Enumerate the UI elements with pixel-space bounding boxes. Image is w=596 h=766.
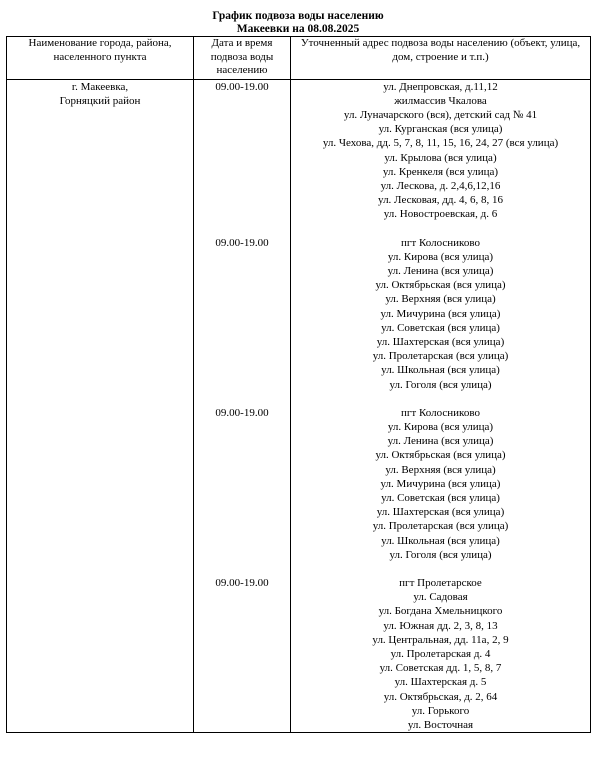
address-line: пгт Пролетарское bbox=[399, 577, 482, 589]
time-block bbox=[195, 80, 289, 222]
address-line: ул. Гоголя (вся улица) bbox=[389, 378, 492, 391]
time-block bbox=[195, 406, 289, 562]
address-block bbox=[292, 236, 589, 392]
address-line: ул. Богдана Хмельницкого bbox=[378, 605, 503, 618]
header-time: Дата и время подвоза воды населению bbox=[194, 37, 291, 80]
address-line: ул. Верхняя (вся улица) bbox=[385, 293, 496, 306]
address-line: ул. Шахтерская (вся улица) bbox=[376, 335, 505, 348]
address-line: жилмассив Чкалова bbox=[394, 94, 487, 107]
address-line: ул. Новостроевская, д. 6 bbox=[383, 208, 498, 221]
address-line: ул. Лесковая, дд. 4, 6, 8, 16 bbox=[378, 194, 503, 207]
header-address: Уточненный адрес подвоза воды населению (объект, улица, дом, строение и т.п.) bbox=[291, 37, 591, 80]
location-city: г. Макеевка, bbox=[71, 80, 129, 93]
title-line-1: График подвоза воды населению bbox=[212, 10, 384, 22]
delivery-time: 09.00-19.00 bbox=[215, 577, 269, 589]
time-cell bbox=[194, 79, 291, 733]
address-line: ул. Пролетарская (вся улица) bbox=[372, 350, 509, 363]
address-line: ул. Кирова (вся улица) bbox=[387, 420, 494, 433]
address-line: ул. Чехова, дд. 5, 7, 8, 11, 15, 16, 24, 27 (вся улица) bbox=[322, 137, 559, 150]
time-block bbox=[195, 576, 289, 732]
address-line: ул. Мичурина (вся улица) bbox=[380, 307, 501, 320]
address-line: ул. Советская (вся улица) bbox=[381, 321, 500, 334]
address-line: ул. Октябрьская (вся улица) bbox=[375, 449, 506, 462]
title-line-2: Макеевки на 08.08.2025 bbox=[236, 23, 360, 35]
address-cell bbox=[291, 79, 591, 733]
address-line: ул. Школьная (вся улица) bbox=[381, 364, 500, 377]
address-line: ул. Кирова (вся улица) bbox=[387, 250, 494, 263]
address-line: ул. Верхняя (вся улица) bbox=[385, 463, 496, 476]
address-line: ул. Лескова, д. 2,4,6,12,16 bbox=[380, 179, 501, 192]
address-line: ул. Школьная (вся улица) bbox=[381, 534, 500, 547]
address-line: ул. Ленина (вся улица) bbox=[387, 264, 494, 277]
address-line: ул. Пролетарская д. 4 bbox=[390, 648, 491, 661]
address-block bbox=[292, 576, 589, 732]
address-line: ул. Южная дд. 2, 3, 8, 13 bbox=[383, 619, 498, 632]
address-line: ул. Шахтерская (вся улица) bbox=[376, 506, 505, 519]
delivery-time: 09.00-19.00 bbox=[215, 80, 269, 93]
time-block bbox=[195, 236, 289, 392]
address-line: ул. Крылова (вся улица) bbox=[384, 151, 497, 164]
address-line: ул. Пролетарская (вся улица) bbox=[372, 520, 509, 533]
address-line: ул. Советская (вся улица) bbox=[381, 491, 500, 504]
address-line: ул. Центральная, дд. 11а, 2, 9 bbox=[372, 633, 509, 646]
address-line: ул. Горького bbox=[411, 704, 470, 717]
delivery-time: 09.00-19.00 bbox=[215, 406, 269, 419]
address-block bbox=[292, 406, 589, 562]
delivery-time: 09.00-19.00 bbox=[215, 236, 269, 249]
address-line: пгт Колосниково bbox=[401, 406, 480, 419]
address-line: ул. Кренкеля (вся улица) bbox=[382, 165, 499, 178]
location-district: Горняцкий район bbox=[59, 94, 141, 107]
table-row bbox=[7, 79, 591, 733]
address-block bbox=[292, 80, 589, 222]
location-cell bbox=[7, 79, 194, 733]
address-line: ул. Восточная bbox=[407, 719, 474, 732]
address-line: ул. Шахтерская д. 5 bbox=[394, 676, 487, 689]
document-title bbox=[0, 10, 596, 36]
address-line: пгт Колосниково bbox=[401, 236, 480, 249]
address-line: ул. Советская дд. 1, 5, 8, 7 bbox=[379, 662, 502, 675]
address-line: ул. Садовая bbox=[413, 591, 468, 604]
address-line: ул. Курганская (вся улица) bbox=[378, 123, 503, 136]
address-line: ул. Днепровская, д.11,12 bbox=[383, 80, 498, 93]
address-line: ул. Гоголя (вся улица) bbox=[389, 548, 492, 561]
address-line: ул. Мичурина (вся улица) bbox=[380, 477, 501, 490]
address-line: ул. Луначарского (вся), детский сад № 41 bbox=[343, 108, 538, 121]
table-header-row bbox=[7, 37, 591, 80]
address-line: ул. Ленина (вся улица) bbox=[387, 435, 494, 448]
address-line: ул. Октябрьская, д. 2, 64 bbox=[383, 690, 498, 703]
header-name: Наименование города, района, населенного пункта bbox=[7, 37, 194, 80]
water-schedule-table bbox=[6, 36, 591, 733]
address-line: ул. Октябрьская (вся улица) bbox=[375, 279, 506, 292]
